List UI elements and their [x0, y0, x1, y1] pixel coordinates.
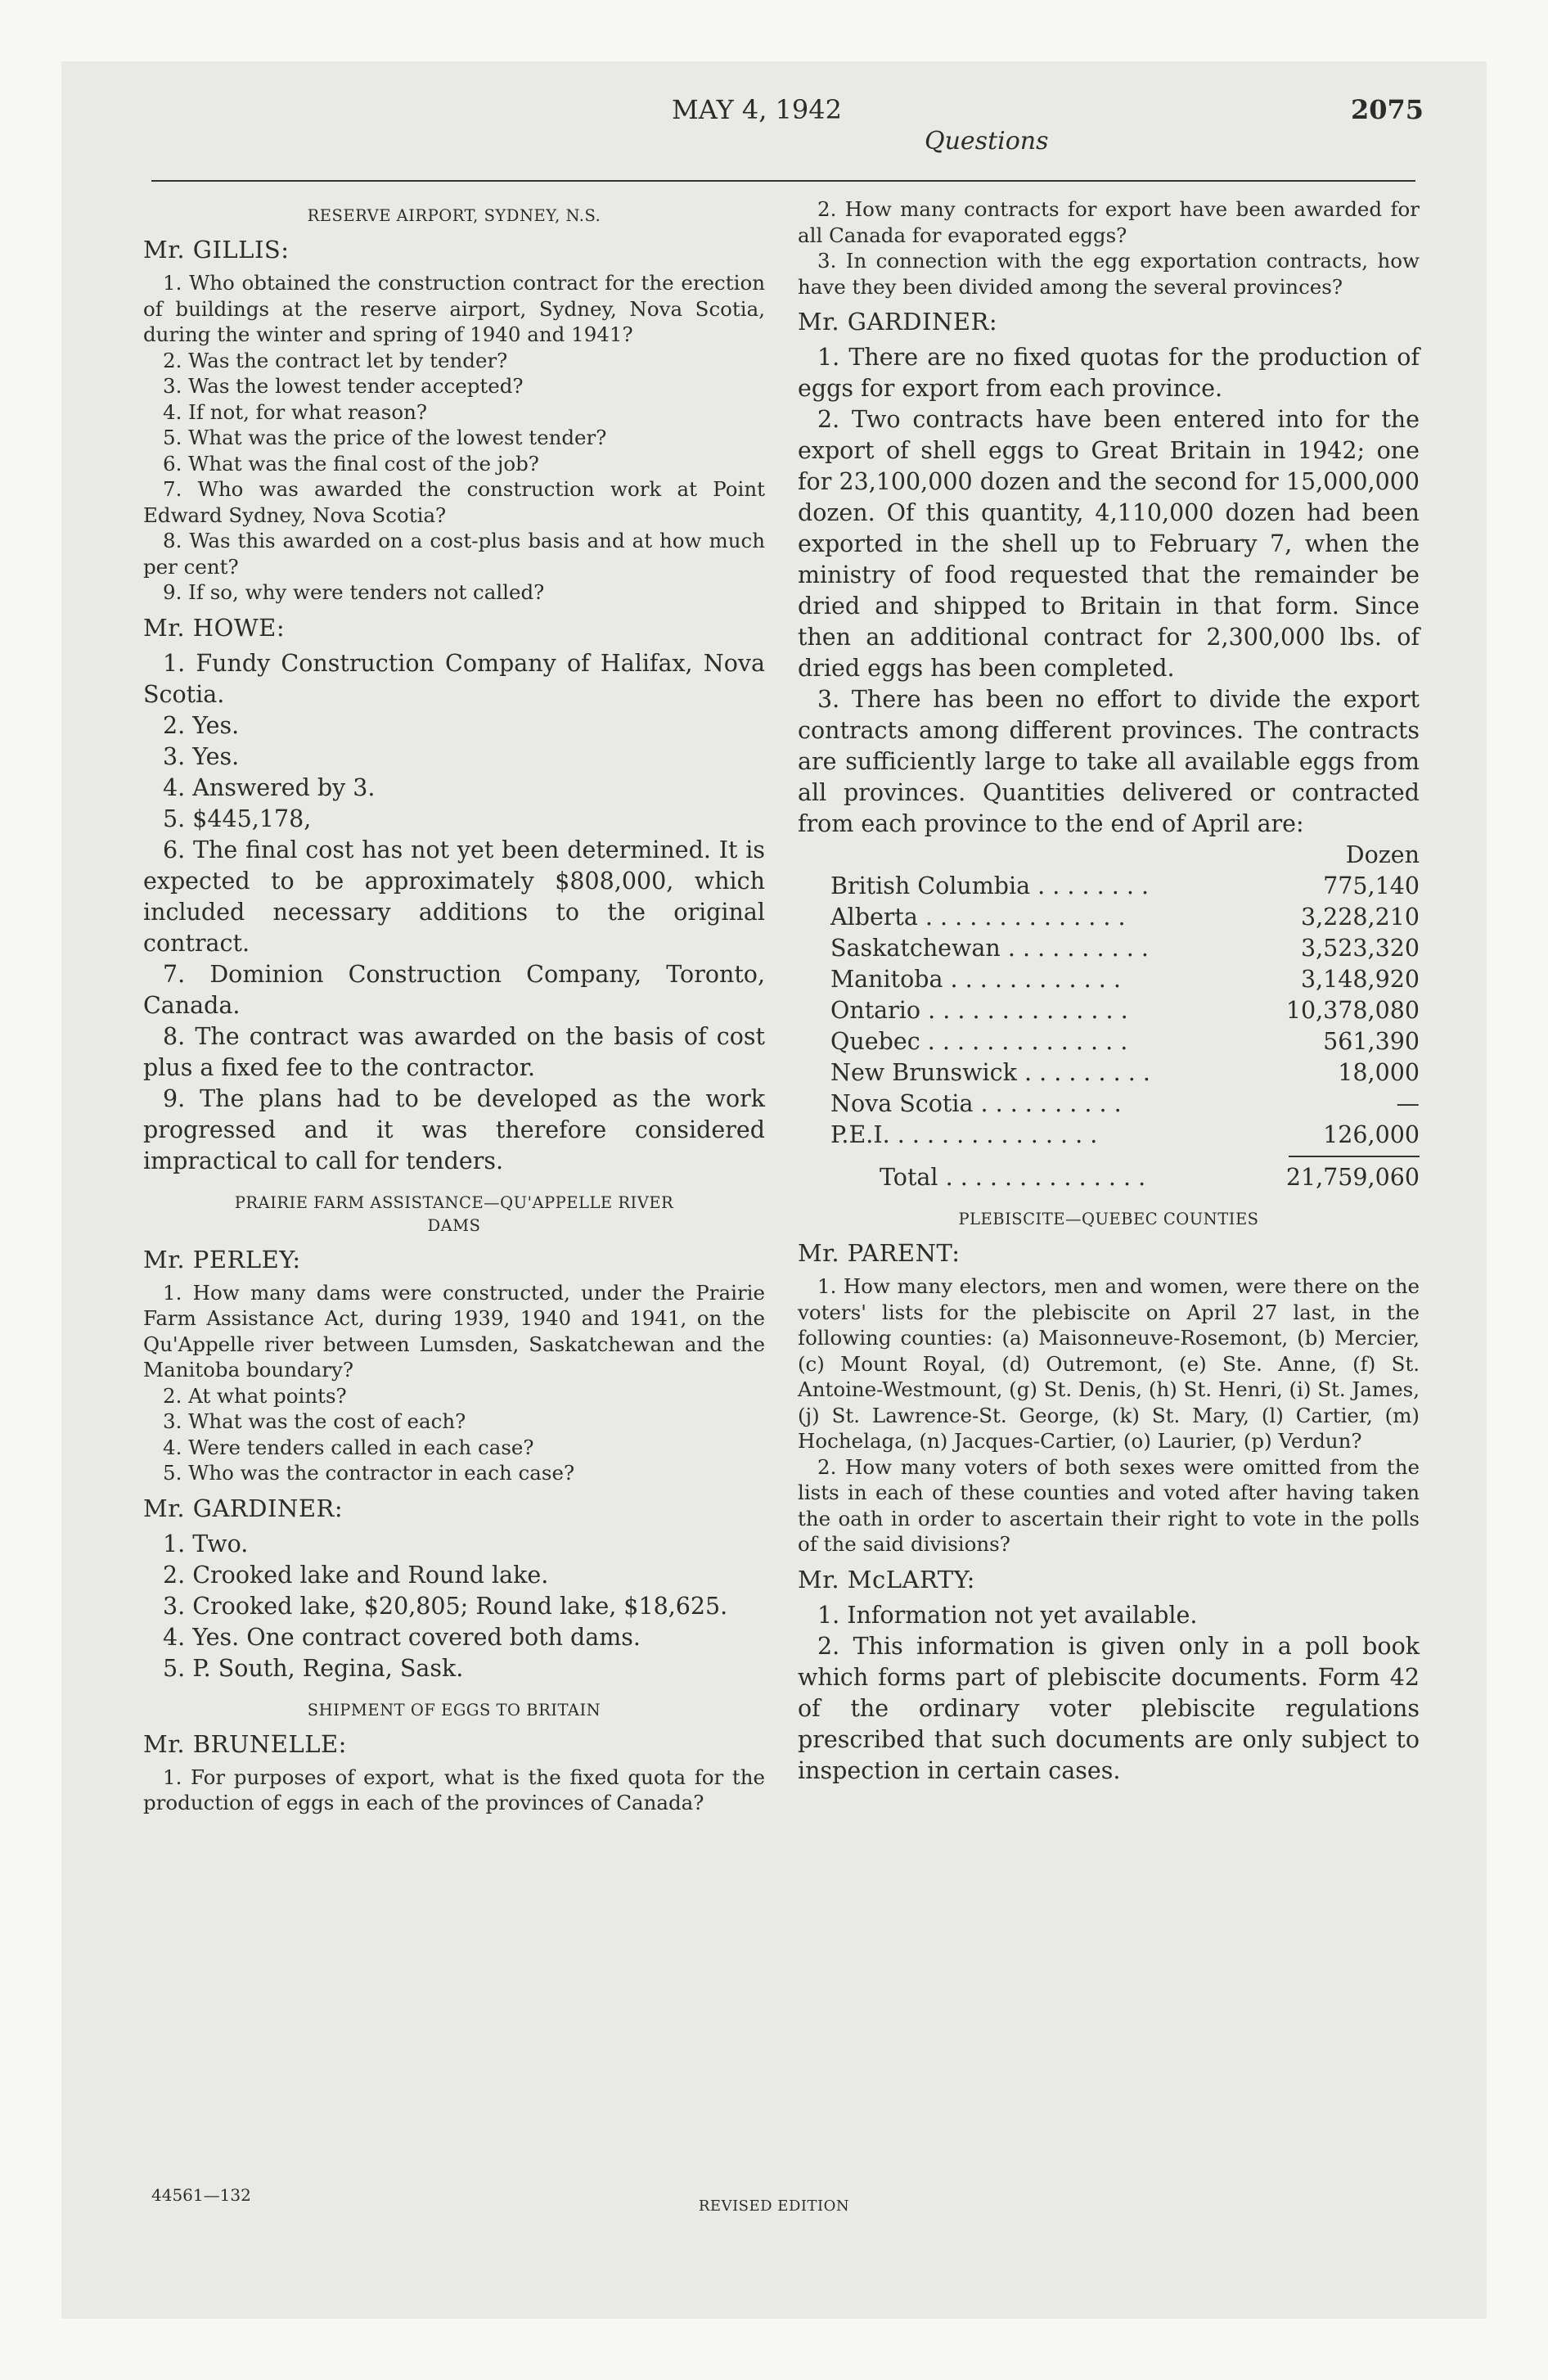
question: 4. If not, for what reason?	[163, 399, 428, 424]
answer: 5. P. South, Regina, Sask.	[163, 1654, 464, 1682]
answer: 4. Yes. One contract covered both dams.	[163, 1623, 641, 1651]
province-name: Quebec . . . . . . . . . . . . . .	[830, 1028, 1128, 1055]
dozen-value: 3,148,920	[1300, 966, 1420, 993]
dozen-value: 3,523,320	[1300, 935, 1420, 962]
answer: 8. The contract was awarded on the basis of cost plus a fixed fee to the contractor.	[143, 1022, 765, 1081]
question: 1. How many dams were constructed, under the Prairie Farm Assistance Act, during 1939, 1940 and 1941, on the Qu'Appelle river between Lumsden, Saskatchewan and the Manitoba boundary?	[143, 1280, 765, 1382]
section-heading-plebiscite: PLEBISCITE—QUEBEC COUNTIES	[958, 1210, 1259, 1228]
edition-label: REVISED EDITION	[698, 2197, 850, 2215]
total-value: 21,759,060	[1285, 1164, 1420, 1191]
answer: 1. Fundy Construction Company of Halifax, Nova Scotia.	[143, 649, 765, 708]
header-date: MAY 4, 1942	[671, 94, 842, 125]
question: 1. How many electors, men and women, were there on the voters' lists for the plebiscite on April 27 last, in the following counties: (a) Maisonneuve-Rosemont, (b) Mercier, (c) Mount Royal, (d) Outremont, (e) Ste. Anne, (f) St. Antoine-Westmount, (g) St. Denis, (h) St. Henri, (i) St. James, (j) St. Lawrence-St. George, (k) St. Mary, (l) Cartier, (m) Hochelaga, (n) Jacques-Cartier, (o) Laurier, (p) Verdun?	[798, 1274, 1420, 1453]
document-code: 44561—132	[151, 2185, 251, 2205]
table-row	[830, 1120, 1420, 1151]
answer: 3. Crooked lake, $20,805; Round lake, $18,625.	[163, 1592, 728, 1620]
answer: 3. Yes.	[163, 742, 240, 770]
province-name: Saskatchewan . . . . . . . . . .	[830, 935, 1149, 962]
page-header	[90, 94, 1424, 156]
province-name: New Brunswick . . . . . . . . .	[830, 1059, 1150, 1086]
table-row	[830, 871, 1420, 902]
question: 1. For purposes of export, what is the fixed quota for the production of eggs in each of the provinces of Canada?	[143, 1765, 765, 1814]
answer: 1. Two.	[163, 1530, 249, 1557]
speaker-gillis: Mr. GILLIS:	[143, 236, 290, 264]
question: 9. If so, why were tenders not called?	[163, 580, 545, 604]
table-column-header: Dozen	[1345, 841, 1420, 868]
province-name: P.E.I. . . . . . . . . . . . . . .	[830, 1121, 1098, 1148]
table-row	[830, 1057, 1420, 1089]
speaker-mclarty: Mr. McLARTY:	[798, 1565, 975, 1593]
table-total-row	[830, 1162, 1420, 1193]
table-row	[830, 995, 1420, 1026]
question: 5. What was the price of the lowest tender?	[163, 426, 607, 449]
page-number: 2075	[1350, 94, 1424, 125]
dozen-value: 126,000	[1323, 1121, 1420, 1148]
header-section: Questions	[925, 127, 1049, 156]
question: 1. Who obtained the construction contract for the erection of buildings at the reserve airport, Sydney, Nova Scotia, during the winter and spring of 1940 and 1941?	[143, 271, 765, 346]
egg-quantities-table	[830, 840, 1420, 1193]
answer: 5. $445,178,	[163, 805, 312, 832]
speaker-brunelle: Mr. BRUNELLE:	[143, 1729, 347, 1758]
speaker-howe: Mr. HOWE:	[143, 613, 286, 642]
section-heading-eggs: SHIPMENT OF EGGS TO BRITAIN	[307, 1700, 601, 1720]
question: 3. In connection with the egg exportation contracts, how have they been divided among the several provinces?	[798, 249, 1420, 299]
question: 6. What was the final cost of the job?	[163, 451, 539, 476]
section-heading-prairie-farm	[143, 1192, 765, 1237]
question: 5. Who was the contractor in each case?	[163, 1461, 575, 1485]
answer: 4. Answered by 3.	[163, 773, 376, 801]
answer: 2. Yes.	[163, 711, 240, 739]
answer: 9. The plans had to be developed as the work progressed and it was therefore considered impractical to call for tenders.	[143, 1084, 765, 1174]
table-row	[830, 964, 1420, 995]
table-row	[830, 1089, 1420, 1120]
section-heading-prairie-line1: PRAIRIE FARM ASSISTANCE—QU'APPELLE RIVER	[234, 1192, 674, 1212]
speaker-parent: Mr. PARENT:	[798, 1239, 961, 1267]
question: 3. What was the cost of each?	[163, 1409, 466, 1433]
answer: 2. This information is given only in a poll book which forms part of plebiscite documents. Form 42 of the ordinary voter plebiscite regulations prescribed that such documents are only subject to inspection in certain cases.	[798, 1632, 1420, 1784]
answer: 6. The final cost has not yet been determined. It is expected to be approximately $808,000, which included necessary additions to the original contract.	[143, 836, 765, 957]
answer: 7. Dominion Construction Company, Toronto, Canada.	[143, 960, 765, 1019]
table-row	[830, 902, 1420, 933]
province-name: Alberta . . . . . . . . . . . . . .	[830, 904, 1126, 931]
question: 4. Were tenders called in each case?	[163, 1435, 534, 1459]
table-row	[830, 933, 1420, 964]
header-rule	[151, 180, 1415, 182]
question: 2. At what points?	[163, 1383, 347, 1408]
question: 7. Who was awarded the construction work at Point Edward Sydney, Nova Scotia?	[143, 477, 765, 527]
dozen-value: 561,390	[1323, 1028, 1420, 1055]
answer: 3. There has been no effort to divide the export contracts among different provinces. The contracts are sufficiently large to take all available eggs from all provinces. Quantities delivered or contracted from each province to the end of April are:	[798, 686, 1420, 837]
province-name: Nova Scotia . . . . . . . . . .	[830, 1090, 1122, 1117]
question: 8. Was this awarded on a cost-plus basis and at how much per cent?	[143, 529, 765, 579]
speaker-gardiner: Mr. GARDINER:	[798, 308, 998, 336]
question: 2. How many contracts for export have been awarded for all Canada for evaporated eggs?	[798, 197, 1420, 247]
question: 3. Was the lowest tender accepted?	[163, 374, 524, 398]
right-column	[798, 196, 1420, 1787]
answer: 2. Two contracts have been entered into for the export of shell eggs to Great Britain in 1942; one for 23,100,000 dozen and the second for 15,000,000 dozen. Of this quantity, 4,110,000 dozen had been exported in the shell up to February 7, when the ministry of food requested that the remainder be dried and shipped to Britain in that form. Since then an additional contract for 2,300,000 lbs. of dried eggs has been completed.	[798, 406, 1420, 682]
dozen-value: 775,140	[1323, 872, 1420, 899]
province-name: Manitoba . . . . . . . . . . . .	[830, 966, 1121, 993]
table-row	[830, 1026, 1420, 1057]
dozen-value: 3,228,210	[1300, 904, 1420, 931]
answer: 1. There are no fixed quotas for the production of eggs for export from each province.	[798, 344, 1420, 402]
province-name: Ontario . . . . . . . . . . . . . .	[830, 997, 1128, 1024]
question: 2. Was the contract let by tender?	[163, 348, 508, 372]
question: 2. How many voters of both sexes were omitted from the lists in each of these counties and voted after having taken the oath in order to ascertain their right to vote in the polls of the said divisions?	[798, 1454, 1420, 1556]
left-column	[143, 196, 765, 1816]
answer: 1. Information not yet available.	[817, 1601, 1198, 1629]
total-label: Total . . . . . . . . . . . . . .	[880, 1164, 1146, 1191]
province-name: British Columbia . . . . . . . .	[830, 872, 1150, 899]
dozen-value: 10,378,080	[1285, 997, 1420, 1024]
section-heading-prairie-line2: DAMS	[427, 1215, 481, 1235]
speaker-perley: Mr. PERLEY:	[143, 1245, 301, 1273]
section-heading-reserve-airport: RESERVE AIRPORT, SYDNEY, N.S.	[307, 206, 601, 225]
dozen-value: 18,000	[1338, 1059, 1420, 1086]
total-rule	[1289, 1156, 1420, 1157]
dozen-value: —	[1396, 1090, 1420, 1117]
answer: 2. Crooked lake and Round lake.	[163, 1561, 549, 1589]
speaker-gardiner: Mr. GARDINER:	[143, 1494, 344, 1522]
